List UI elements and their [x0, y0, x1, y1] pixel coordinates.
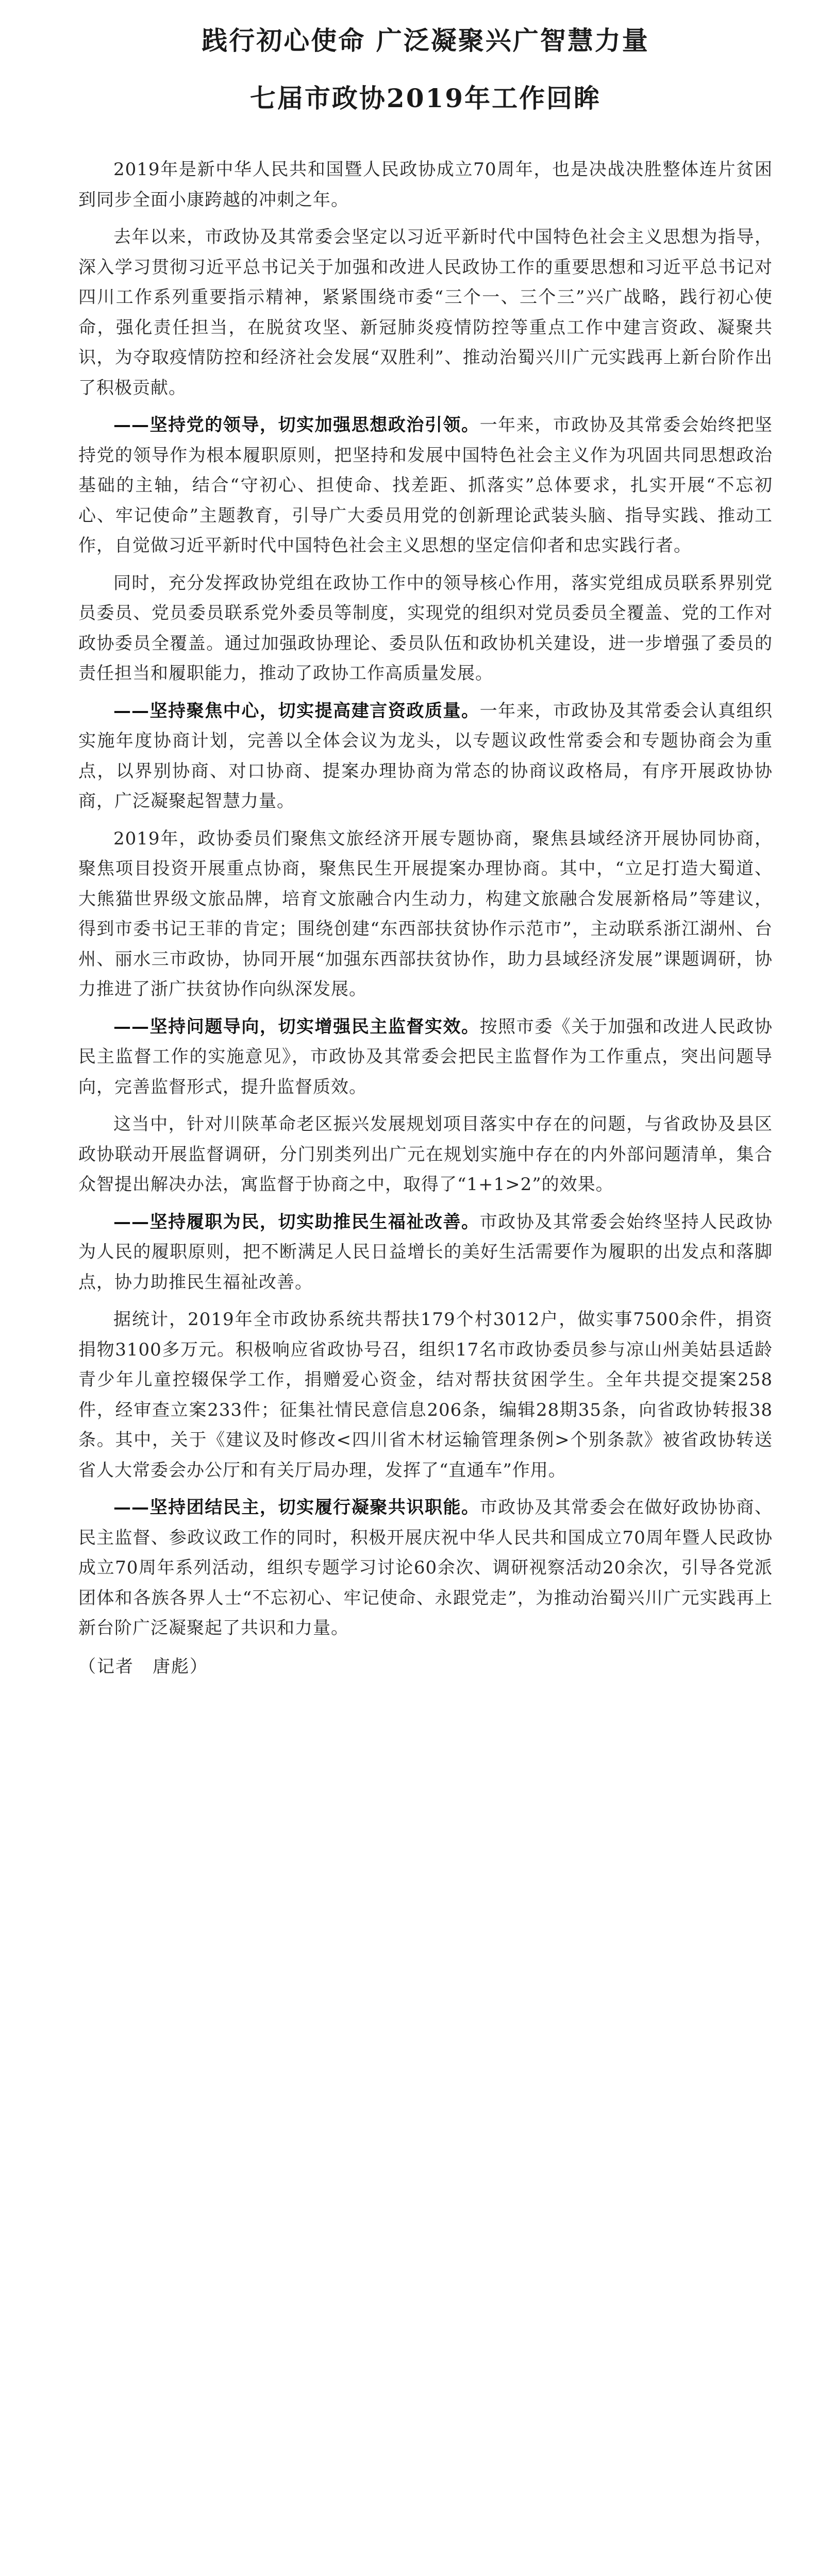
paragraph-for-people: ——坚持履职为民，切实助推民生福祉改善。市政协及其常委会始终坚持人民政协为人民的履职原则，把不断满足人民日益增长的美好生活需要作为履职的出发点和落脚点，协力助推民生福祉改善。 — [78, 1211, 773, 1293]
paragraph-intro: 2019年是新中华人民共和国暨人民政协成立70周年，也是决战决胜整体连片贫困到同步全面小康跨越的冲刺之年。 — [78, 159, 773, 210]
paragraph-problem-oriented: ——坚持问题导向，切实增强民主监督实效。按照市委《关于加强和改进人民政协民主监督工作的实施意见》，市政协及其常委会把民主监督作为工作重点，突出问题导向，完善监督形式，提升监督质效。 — [78, 1016, 773, 1097]
section-lead-focus-center: ——坚持聚焦中心，切实提高建言资政质量。 — [113, 700, 480, 721]
subheadline: 七届市政协2019年工作回眸 — [249, 83, 602, 113]
paragraph-party-leadership: ——坚持党的领导，切实加强思想政治引领。一年来，市政协及其常委会始终把坚持党的领导作为根本履职原则，把坚持和发展中国特色社会主义作为巩固共同思想政治基础的主轴，结合“守初心、担使命、找差距、抓落实”总体要求，扎实开展“不忘初心、牢记使命”主题教育，引导广大委员用党的创新理论武装头脑、指导实践、推动工作，自觉做习近平新时代中国特色社会主义思想的坚定信仰者和忠实践行者。 — [78, 415, 773, 556]
section-lead-for-people: ——坚持履职为民，切实助推民生福祉改善。 — [113, 1211, 480, 1232]
section-lead-party-leadership: ——坚持党的领导，切实加强思想政治引领。 — [113, 415, 480, 435]
paragraph-party-group: 同时，充分发挥政协党组在政协工作中的领导核心作用，落实党组成员联系界别党员委员、党员委员联系党外委员等制度，实现党的组织对党员委员全覆盖、党的工作对政协委员全覆盖。通过加强政协理论、委员队伍和政协机关建设，进一步增强了委员的责任担当和履职能力，推动了政协工作高质量发展。 — [78, 572, 773, 684]
paragraph-unity-democracy: ——坚持团结民主，切实履行凝聚共识职能。市政协及其常委会在做好政协协商、民主监督、参政议政工作的同时，积极开展庆祝中华人民共和国成立70周年暨人民政协成立70周年系列活动，组织专题学习讨论60余次、调研视察活动20余次，引导各党派团体和各族各界人士“不忘初心、牢记使命、永跟党走”，为推动治蜀兴川广元实践再上新台阶广泛凝聚起了共识和力量。 — [78, 1497, 773, 1638]
paragraph-statistics: 据统计，2019年全市政协系统共帮扶179个村3012户，做实事7500余件，捐资捐物3100多万元。积极响应省政协号召，组织17名市政协委员参与凉山州美姑县适龄青少年儿童控辍保学工作，捐赠爱心资金，结对帮扶贫困学生。全年共提交提案258件，经审查立案233件；征集社情民意信息206条，编辑28期35条，向省政协转报38条。其中，关于《建议及时修改<四川省木材运输管理条例>个别条款》被省政协转送省人大常委会办公厅和有关厅局办理，发挥了“直通车”作用。 — [78, 1309, 773, 1481]
section-lead-problem-oriented: ——坚持问题导向，切实增强民主监督实效。 — [113, 1016, 480, 1037]
paragraph-2019-consultation: 2019年，政协委员们聚焦文旅经济开展专题协商，聚焦县域经济开展协同协商，聚焦项目投资开展重点协商，聚焦民生开展提案办理协商。其中，“立足打造大蜀道、大熊猫世界级文旅品牌，培育文旅融合内生动力，构建文旅融合发展新格局”等建议，得到市委书记王菲的肯定；围绕创建“东西部扶贫协作示范市”，主动联系浙江湖州、台州、丽水三市政协，协同开展“加强东西部扶贫协作，助力县域经济发展”课题调研，协力推进了浙广扶贫协作向纵深发展。 — [78, 828, 773, 999]
headline: 践行初心使命 广泛凝聚兴广智慧力量 — [202, 25, 649, 56]
paragraph-focus-center: ——坚持聚焦中心，切实提高建言资政质量。一年来，市政协及其常委会认真组织实施年度协商计划，完善以全体会议为龙头，以专题议政性常委会和专题协商会为重点，以界别协商、对口协商、提案办理协商为常态的协商议政格局，有序开展政协协商，广泛凝聚起智慧力量。 — [78, 700, 773, 811]
section-lead-unity-democracy: ——坚持团结民主，切实履行凝聚共识职能。 — [113, 1497, 480, 1518]
paragraph-supervision: 这当中，针对川陕革命老区振兴发展规划项目落实中存在的问题，与省政协及县区政协联动开展监督调研，分门别类列出广元在规划实施中存在的内外部问题清单，集合众智提出解决办法，寓监督于协商之中，取得了“1+1>2”的效果。 — [78, 1114, 773, 1195]
reporter-byline: （记者 唐彪） — [78, 1656, 208, 1677]
paragraph-overview: 去年以来，市政协及其常委会坚定以习近平新时代中国特色社会主义思想为指导，深入学习贯彻习近平总书记关于加强和改进人民政协工作的重要思想和习近平总书记对四川工作系列重要指示精神，紧紧围绕市委“三个一、三个三”兴广战略，践行初心使命，强化责任担当，在脱贫攻坚、新冠肺炎疫情防控等重点工作中建言资政、凝聚共识，为夺取疫情防控和经济社会发展“双胜利”、推动治蜀兴川广元实践再上新台阶作出了积极贡献。 — [78, 227, 773, 398]
